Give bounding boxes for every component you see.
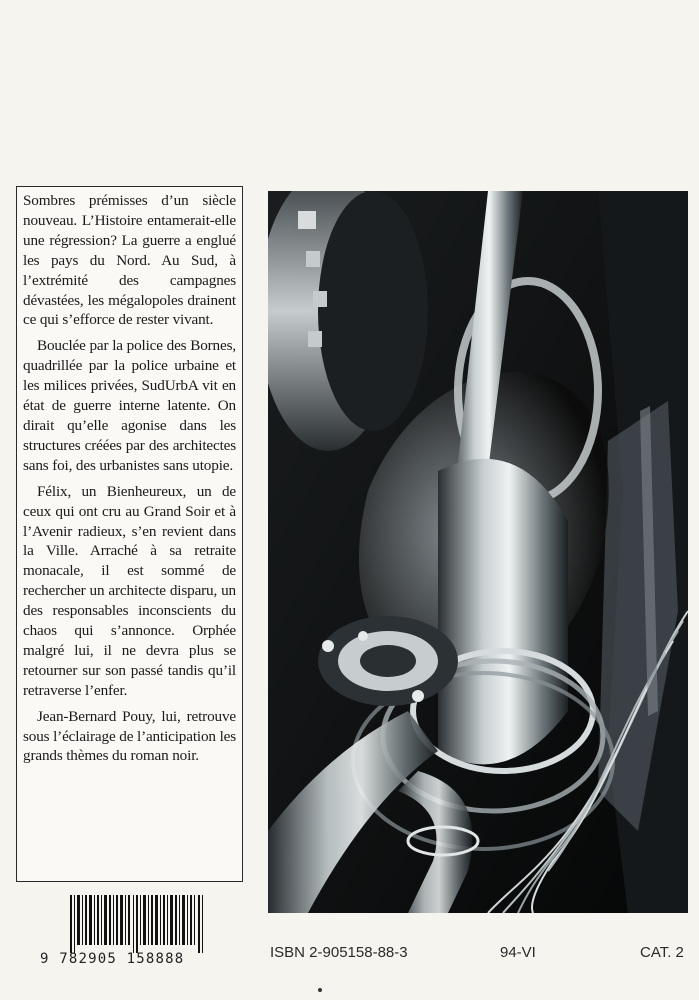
machinery-illustration [268, 191, 688, 913]
blurb-paragraph-1: Sombres prémisses d’un siècle nouveau. L’Histoire entamerait-elle une régression? La guerre a englué les pays du Nord. Au Sud, à l’extrémité des campagnes dévastées, les mégalopoles drainent ce qui s’efforce de rester vivant. [23, 192, 236, 329]
print-dot [318, 988, 322, 992]
blurb-paragraph-3: Félix, un Bienheureux, un de ceux qui ont cru au Grand Soir et à l’Avenir radieux, s’en revient dans la Ville. Arraché à sa retraite monacale, il est sommé de rechercher un architecte disparu, un des responsables inconscients du chaos qui s’annonce. Orphée malgré lui, il ne devra plus se retourner sur son passé tandis qu’il retraverse l’enfer. [23, 482, 236, 699]
blurb-paragraph-2: Bouclée par la police des Bornes, quadrillée par la police urbaine et les milices privées, SudUrbA vit en état de guerre interne latente. On dirait qu’elle agonise dans les structures créées par des architectes sans foi, des urbanistes sans utopie. [23, 337, 236, 474]
cover-illustration [268, 191, 688, 913]
series-code: 94-VI [500, 944, 536, 961]
barcode-image [70, 895, 205, 953]
category-label: CAT. 2 [640, 944, 684, 961]
barcode-digits: 9 782905 158888 [40, 951, 185, 967]
back-cover-blurb [16, 186, 243, 882]
isbn-label: ISBN 2-905158-88-3 [270, 944, 408, 961]
barcode-block [40, 893, 210, 973]
blurb-paragraph-4: Jean-Bernard Pouy, lui, retrouve sous l’éclairage de l’anticipation les grands thèmes du roman noir. [23, 707, 236, 765]
